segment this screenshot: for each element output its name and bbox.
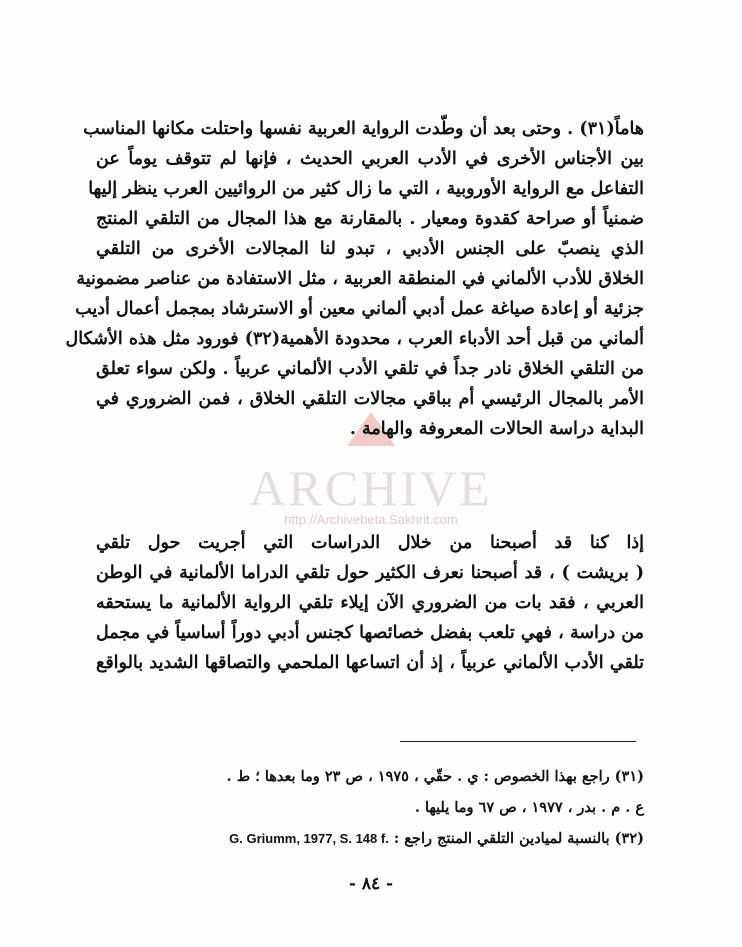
text-line: العربي ، فقد بات من الضروري الآن إيلاء تلقي الرواية الألمانية ما يستحقه [96, 593, 644, 613]
body-paragraph-1 [65, 114, 644, 444]
text-line: إذا كنا قد أصبحنا من خلال الدراسات التي أجريت حول تلقي [96, 533, 644, 553]
text-line: ( بريشت ) ، قد أصبحنا نعرف الكثير حول تلقي الدراما الألمانية في الوطن [96, 563, 644, 583]
text-line: من التلقي الخلاق نادر جداً في تلقي الأدب الألماني عربياً . ولكن سواء تعلق [96, 359, 644, 379]
text-line: تلقي الأدب الألماني عربياً ، إذ أن اتساعها الملحمي والتصاقها الشديد بالواقع [96, 653, 644, 673]
text-line: البداية دراسة الحالات المعروفة والهامة . [349, 419, 644, 439]
text-line: هاماً(٣١) . وحتى بعد أن وطّدت الرواية العربية نفسها واحتلت مكانها المناسب [83, 119, 644, 139]
footnote-32-reference: G. Griumm, 1977, S. 148 f. [229, 831, 389, 846]
watermark-title: ARCHIVE [249, 460, 493, 516]
text-line: جزئية أو إعادة صياغة عمل أدبي ألماني معين أو الاسترشاد بمجمل أعمال أديب [75, 299, 644, 319]
footnote-32 [96, 828, 644, 850]
footnote-32-arabic: (٣٢) بالنسبة لميادين التلقي المنتج راجع : [393, 830, 644, 847]
watermark-url: http://Archivebeta.Sakhrit.com [284, 512, 458, 527]
text-line: ألماني من قبل أحد الأدباء العرب ، محدودة الأهمية(٣٢) فورود مثل هذه الأشكال [65, 329, 644, 349]
page-number: - ٨٤ - [348, 874, 394, 894]
footnote-31: (٣١) راجع بهذا الخصوص : ي . حقّي ، ١٩٧٥ ، ص ٢٣ وما بعدها ؛ ط . [226, 768, 644, 785]
text-line: الخلاق للأدب الألماني في المنطقة العربية ، مثل الاستفادة من عناصر مضمونية [76, 269, 644, 289]
text-line: الذي ينصبّ على الجنس الأدبي ، تبدو لنا المجالات الأخرى من التلقي [96, 239, 644, 259]
text-line: ضمنياً أو صراحة كقدوة ومعيار . بالمقارنة مع هذا المجال من التلقي المنتج [96, 209, 644, 229]
body-paragraph-2 [96, 528, 644, 678]
text-line: من دراسة ، فهي تلعب بفضل خصائصها كجنس أدبي دوراً أساسياً في مجمل [96, 623, 644, 643]
text-line: التفاعل مع الرواية الأوروبية ، التي ما زال كثير من الروائيين العرب ينظر إليها [88, 179, 644, 199]
text-line: الأمر بالمجال الرئيسي أم بباقي مجالات التلقي الخلاق ، فمن الضروري في [96, 389, 644, 409]
footnote-31-continuation: ع . م . بدر ، ١٩٧٧ ، ص ٦٧ وما يليها . [414, 799, 644, 816]
text-line: بين الأجناس الأخرى في الأدب العربي الحديث ، فإنها لم تتوقف يوماً عن [96, 149, 644, 169]
footnote-separator [400, 741, 636, 742]
watermark [0, 460, 742, 527]
